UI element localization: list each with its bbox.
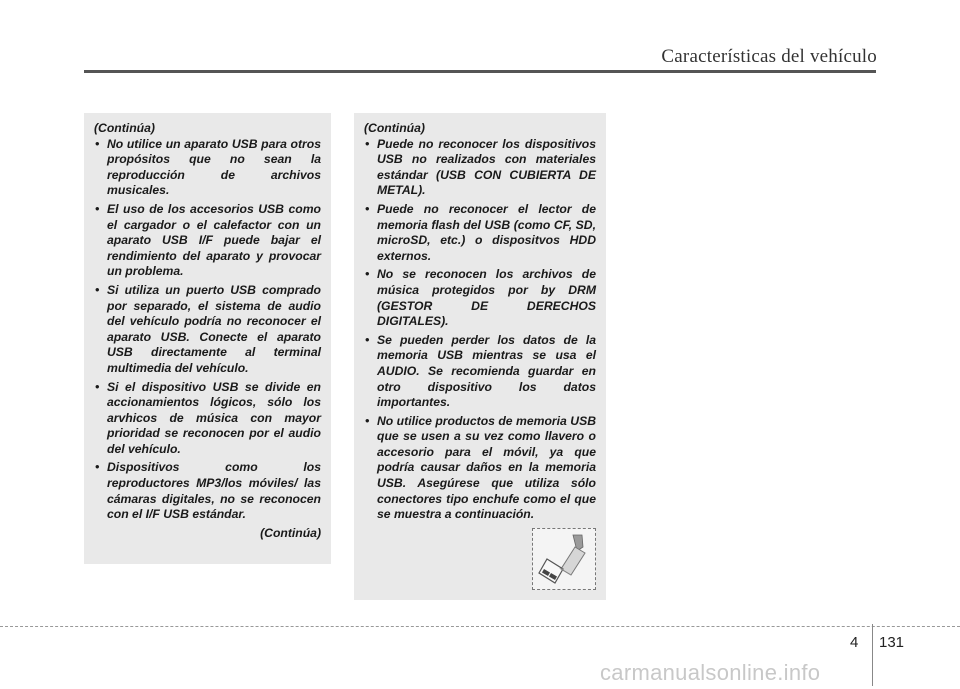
continued-label-top: (Continúa) xyxy=(364,121,425,135)
header-rule xyxy=(84,70,876,73)
bullet-list-right xyxy=(364,137,596,523)
list-item: • No utilice un aparato USB para otros propósitos que no sean la reproducción de archivos musicales. xyxy=(94,137,321,199)
bullet-list-left xyxy=(94,137,321,523)
usb-connector-icon xyxy=(533,529,595,589)
list-item: • Si el dispositivo USB se divide en accionamientos lógicos, sólo los arvhicos de música con mayor prioridad se reconocen por el audio del vehículo. xyxy=(94,380,321,458)
continued-label-bottom: (Continúa) xyxy=(260,525,321,540)
list-item: • Si utiliza un puerto USB comprado por separado, el sistema de audio del vehículo podría no reconocer el aparato USB. Conecte el aparato USB directamente al terminal multimedia del vehículo. xyxy=(94,283,321,377)
list-item: • No se reconocen los archivos de música protegidos por by DRM (GESTOR DE DERECHOS DIGITALES). xyxy=(364,267,596,329)
list-item: • Puede no reconocer el lector de memoria flash del USB (como CF, SD, microSD, etc.) o dispositvos HDD externos. xyxy=(364,202,596,264)
list-item: • Puede no reconocer los dispositivos USB no realizados con materiales estándar (USB CON CUBIERTA DE METAL). xyxy=(364,137,596,199)
chapter-number: 4 xyxy=(850,634,859,651)
note-box-left xyxy=(84,113,331,564)
usb-connector-image xyxy=(532,528,596,590)
list-item: • Dispositivos como los reproductores MP3/los móviles/ las cámaras digitales, no se reconocen con el I/F USB estándar. xyxy=(94,460,321,522)
watermark: carmanualsonline.info xyxy=(600,660,821,685)
continued-label-top: (Continúa) xyxy=(94,121,155,135)
list-item: • Se pueden perder los datos de la memoria USB mientras se usa el AUDIO. Se recomienda guardar en otro dispositivo los datos importantes. xyxy=(364,333,596,411)
footer-rule xyxy=(0,626,960,627)
list-item: • No utilice productos de memoria USB que se usen a su vez como llavero o accesorio para el móvil, ya que podría causar daños en la memoria USB. Asegúrese que utiliza sólo conectores tipo enchufe como el que se muestra a continuación. xyxy=(364,414,596,523)
list-item: • El uso de los accesorios USB como el cargador o el calefactor con un aparato USB I/F puede bajar el rendimiento del aparato y provocar un problema. xyxy=(94,202,321,280)
note-box-right xyxy=(354,113,606,600)
page-number-separator xyxy=(872,624,873,686)
page-header-title: Características del vehículo xyxy=(661,46,877,67)
page-number: 131 xyxy=(879,634,905,651)
